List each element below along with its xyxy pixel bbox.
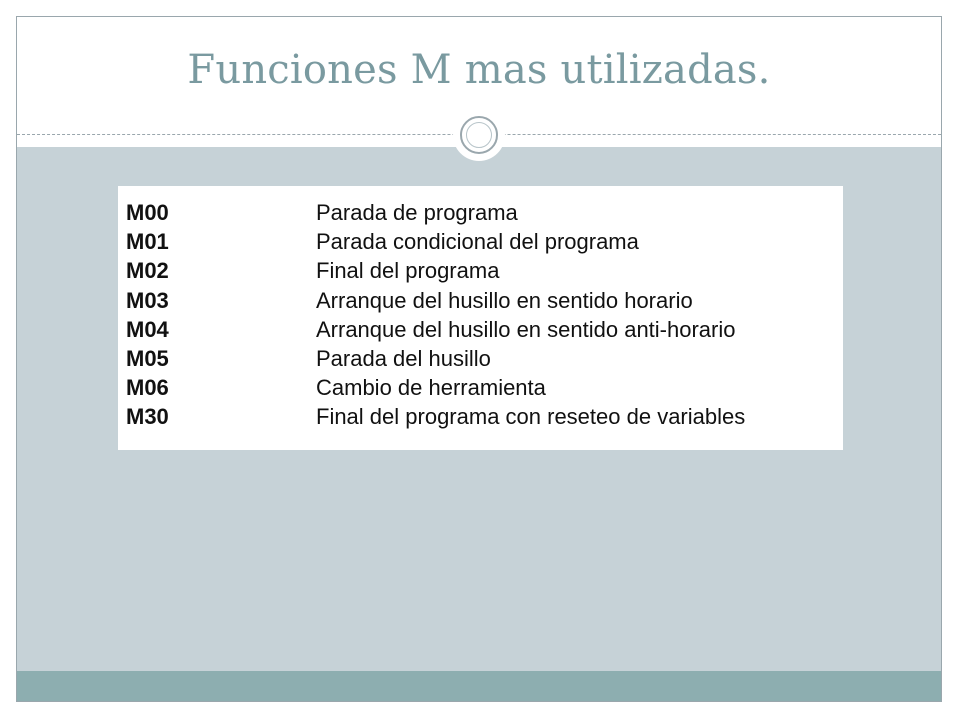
m-code-description: Arranque del husillo en sentido anti-horario [316,316,736,342]
table-row [126,373,745,402]
slide-title: Funciones M mas utilizadas. [187,47,771,93]
m-code-description: Final del programa con reseteo de variables [316,404,746,430]
m-code: M03 [126,287,169,313]
m-code: M00 [126,200,169,225]
table-row [126,344,745,373]
m-code-description: Arranque del husillo en sentido horario [316,287,693,313]
table-row [126,286,745,315]
m-code-description: Final del programa [316,258,500,284]
table-row [126,198,745,227]
ornament-inner-ring [466,122,492,148]
footer-band [17,671,941,701]
circle-ring-icon [453,109,505,161]
table-row [126,402,745,431]
m-code-description: Parada del husillo [316,346,491,372]
m-code: M02 [126,258,169,284]
m-codes-table [126,198,745,432]
ornament-outer-ring [460,116,498,154]
m-code: M30 [126,404,169,430]
m-code-description: Parada condicional del programa [316,229,639,255]
m-code: M01 [126,229,169,255]
m-code-description: Cambio de herramienta [316,375,546,401]
m-code: M06 [126,375,169,401]
m-code-description: Parada de programa [316,200,518,225]
table-row [126,256,745,285]
m-codes-panel [118,186,843,450]
table-row [126,315,745,344]
m-code: M05 [126,346,169,372]
m-code: M04 [126,316,169,342]
table-row [126,227,745,256]
slide-frame [16,16,942,702]
